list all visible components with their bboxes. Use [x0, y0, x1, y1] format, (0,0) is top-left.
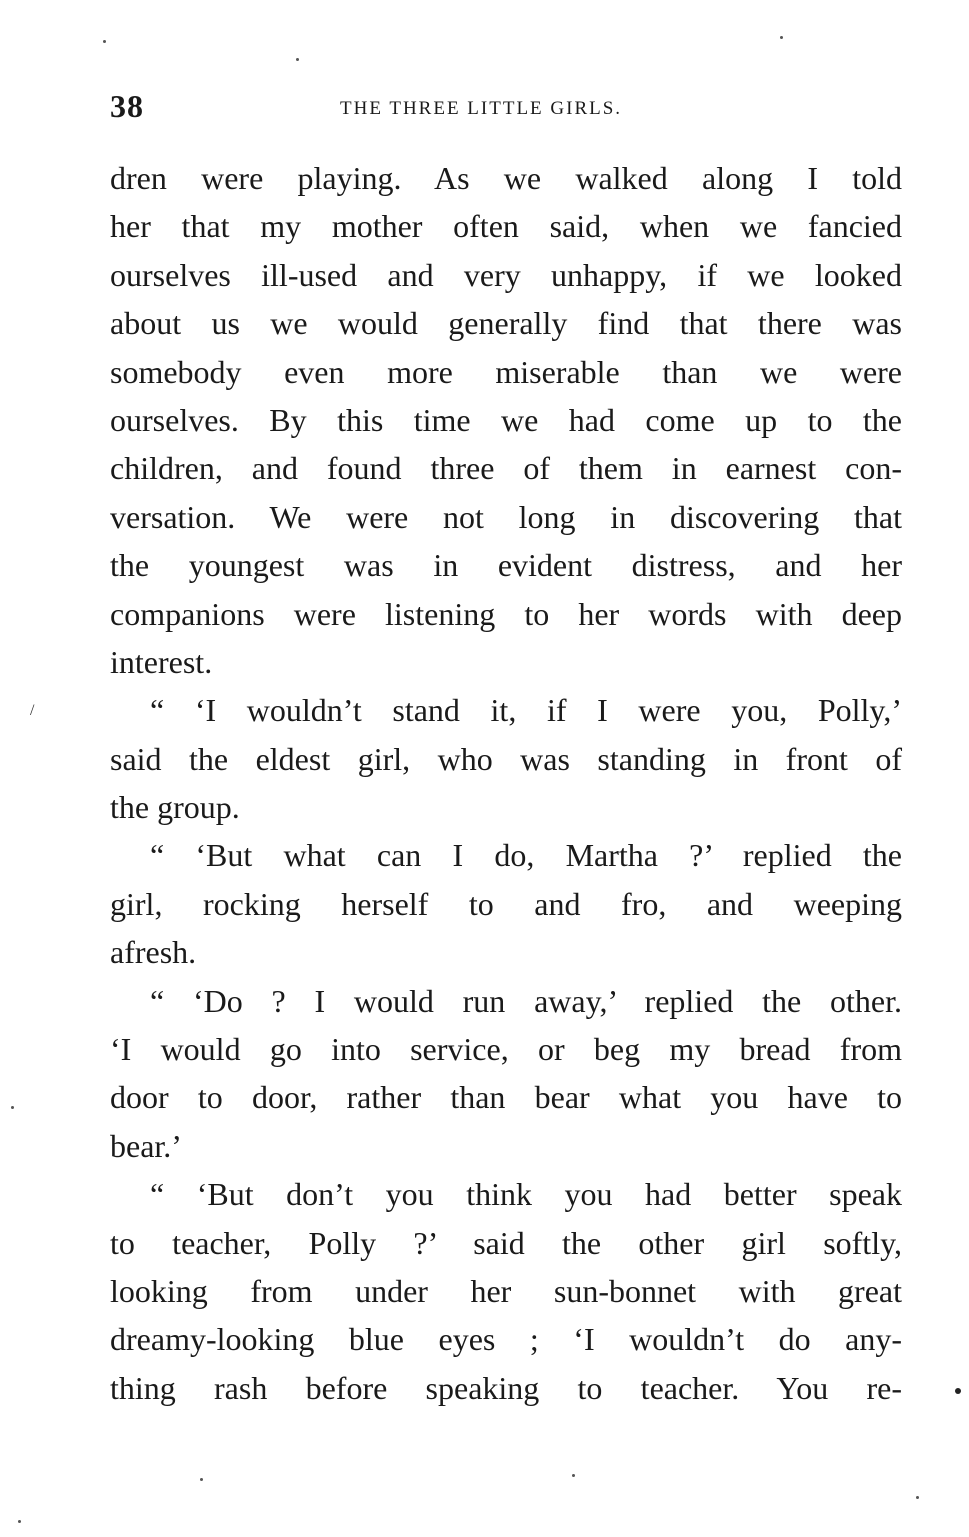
text-line: afresh. — [110, 934, 197, 971]
text-line: children, and found three of them in earnest con- — [110, 450, 902, 487]
page-header — [110, 88, 900, 128]
text-line: bear.’ — [110, 1127, 182, 1164]
text-line: ourselves. By this time we had come up to the — [110, 401, 902, 438]
margin-mark: / — [30, 702, 35, 719]
print-speck — [18, 1520, 21, 1523]
text-line: “ ‘Do ? I would run away,’ replied the other. — [150, 982, 902, 1019]
text-line: girl, rocking herself to and fro, and weeping — [110, 885, 902, 922]
text-line: “ ‘But don’t you think you had better speak — [150, 1176, 902, 1213]
text-line: her that my mother often said, when we fancied — [110, 208, 902, 245]
text-line: “ ‘I wouldn’t stand it, if I were you, Polly,’ — [150, 692, 902, 729]
print-speck — [296, 58, 299, 61]
running-title: THE THREE LITTLE GIRLS. — [340, 98, 623, 119]
text-line: said the eldest girl, who was standing in front of — [110, 740, 902, 777]
print-speck — [780, 36, 783, 39]
body-text — [110, 154, 902, 1412]
print-speck — [916, 1496, 919, 1499]
text-line: “ ‘But what can I do, Martha ?’ replied the — [150, 837, 902, 874]
text-line: thing rash before speaking to teacher. You re- — [110, 1369, 902, 1406]
print-speck — [103, 40, 106, 43]
print-speck — [11, 1106, 14, 1109]
print-speck — [955, 1388, 961, 1394]
print-speck — [200, 1478, 203, 1481]
text-line: to teacher, Polly ?’ said the other girl softly, — [110, 1224, 902, 1261]
text-line: versation. We were not long in discovering that — [110, 498, 902, 535]
text-line: interest. — [110, 643, 213, 680]
text-line: somebody even more miserable than we were — [110, 353, 902, 390]
text-line: looking from under her sun-bonnet with great — [110, 1272, 902, 1309]
text-line: ourselves ill-used and very unhappy, if we looked — [110, 256, 902, 293]
text-line: ‘I would go into service, or beg my bread from — [110, 1031, 902, 1068]
page-number: 38 — [110, 88, 144, 124]
text-line: companions were listening to her words with deep — [110, 595, 902, 632]
text-line: about us we would generally find that there was — [110, 305, 902, 342]
text-line: the youngest was in evident distress, and her — [110, 547, 902, 584]
text-line: door to door, rather than bear what you have to — [110, 1079, 902, 1116]
print-speck — [572, 1474, 575, 1477]
text-line: dreamy-looking blue eyes ; ‘I wouldn’t do any- — [110, 1321, 902, 1358]
text-line: dren were playing. As we walked along I told — [110, 160, 902, 196]
text-line: the group. — [110, 789, 240, 826]
